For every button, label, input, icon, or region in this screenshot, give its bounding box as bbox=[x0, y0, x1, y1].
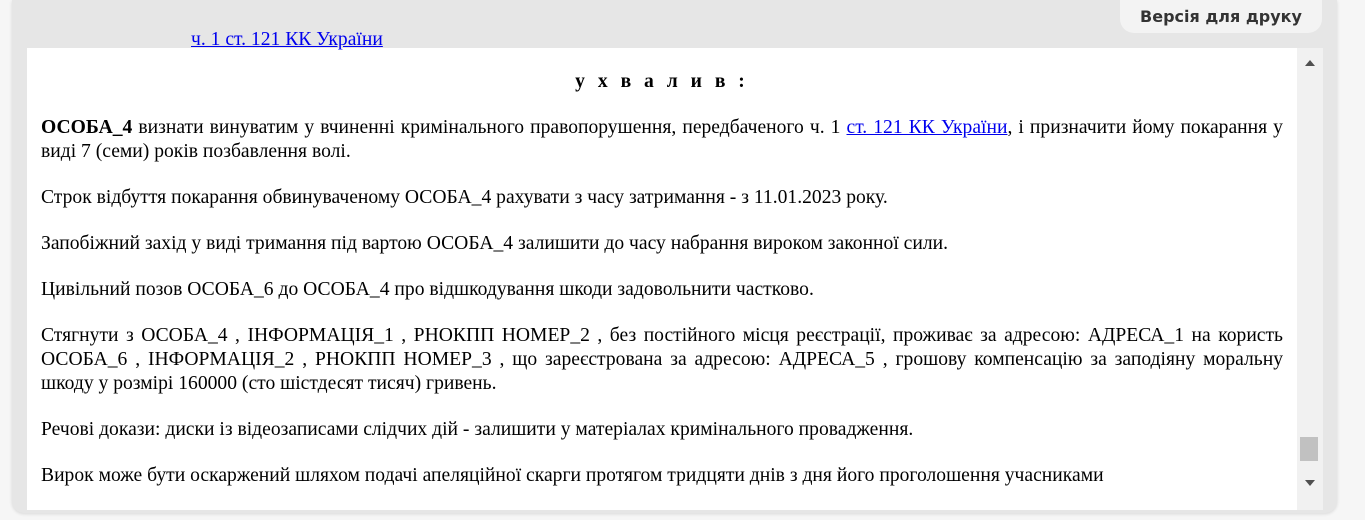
paragraph-appeal: Вирок може бути оскаржений шляхом подачі апеляційної скарги протягом тридцяти днів з дня його проголошення учасниками bbox=[41, 465, 1104, 486]
scroll-thumb[interactable] bbox=[1300, 437, 1318, 461]
cut-off-line bbox=[41, 28, 1283, 52]
defendant-name: ОСОБА_4 bbox=[41, 117, 133, 138]
cut-off-law-link[interactable]: ч. 1 ст. 121 КК України bbox=[191, 29, 383, 50]
paragraph-preventive-measure: Запобіжний захід у виді тримання під вартою ОСОБА_4 залишити до часу набрання вироком законної сили. bbox=[41, 233, 949, 254]
sentence-text-1: визнати винуватим у вчиненні кримінального правопорушення, передбаченого ч. 1 bbox=[132, 117, 847, 138]
article-121-link[interactable]: ст. 121 КК України bbox=[846, 117, 1008, 138]
paragraph-evidence: Речові докази: диски із відеозаписами слідчих дій - залишити у матеріалах кримінального провадження. bbox=[41, 419, 914, 440]
document-content bbox=[41, 28, 1283, 510]
paragraph-sentence bbox=[41, 116, 1283, 164]
scroll-down-arrow-icon[interactable] bbox=[1297, 470, 1323, 496]
paragraph-compensation: Стягнути з ОСОБА_4 , ІНФОРМАЦІЯ_1 , РНОКПП НОМЕР_2 , без постійного місця реєстрації, проживає за адресою: АДРЕСА_1 на користь ОСОБА_6 , ІНФОРМАЦІЯ_2 , РНОКПП НОМЕР_3 , що зареєстрована за адресою: АДРЕСА_5 , грошову компенсацію за заподіяну моральну шкоду у розмірі 160000 (сто шістдесят тисяч) гривень. bbox=[41, 325, 1283, 394]
document-viewer[interactable] bbox=[27, 29, 1297, 510]
vertical-scrollbar[interactable] bbox=[1297, 48, 1323, 510]
paragraph-civil-claim: Цивільний позов ОСОБА_6 до ОСОБА_4 про відшкодування шкоди задовольнити частково. bbox=[41, 279, 814, 300]
scroll-up-arrow-icon[interactable] bbox=[1297, 50, 1323, 76]
sentence-text-2: , і призначити йому покарання у виді 7 (семи) років позбавлення волі. bbox=[41, 117, 1283, 162]
decision-title: у х в а л и в : bbox=[575, 71, 749, 92]
print-version-button[interactable]: Версія для друку bbox=[1120, 0, 1322, 33]
paragraph-term: Строк відбуття покарання обвинуваченому ОСОБА_4 рахувати з часу затримання - з 11.01.2023 року. bbox=[41, 187, 888, 208]
